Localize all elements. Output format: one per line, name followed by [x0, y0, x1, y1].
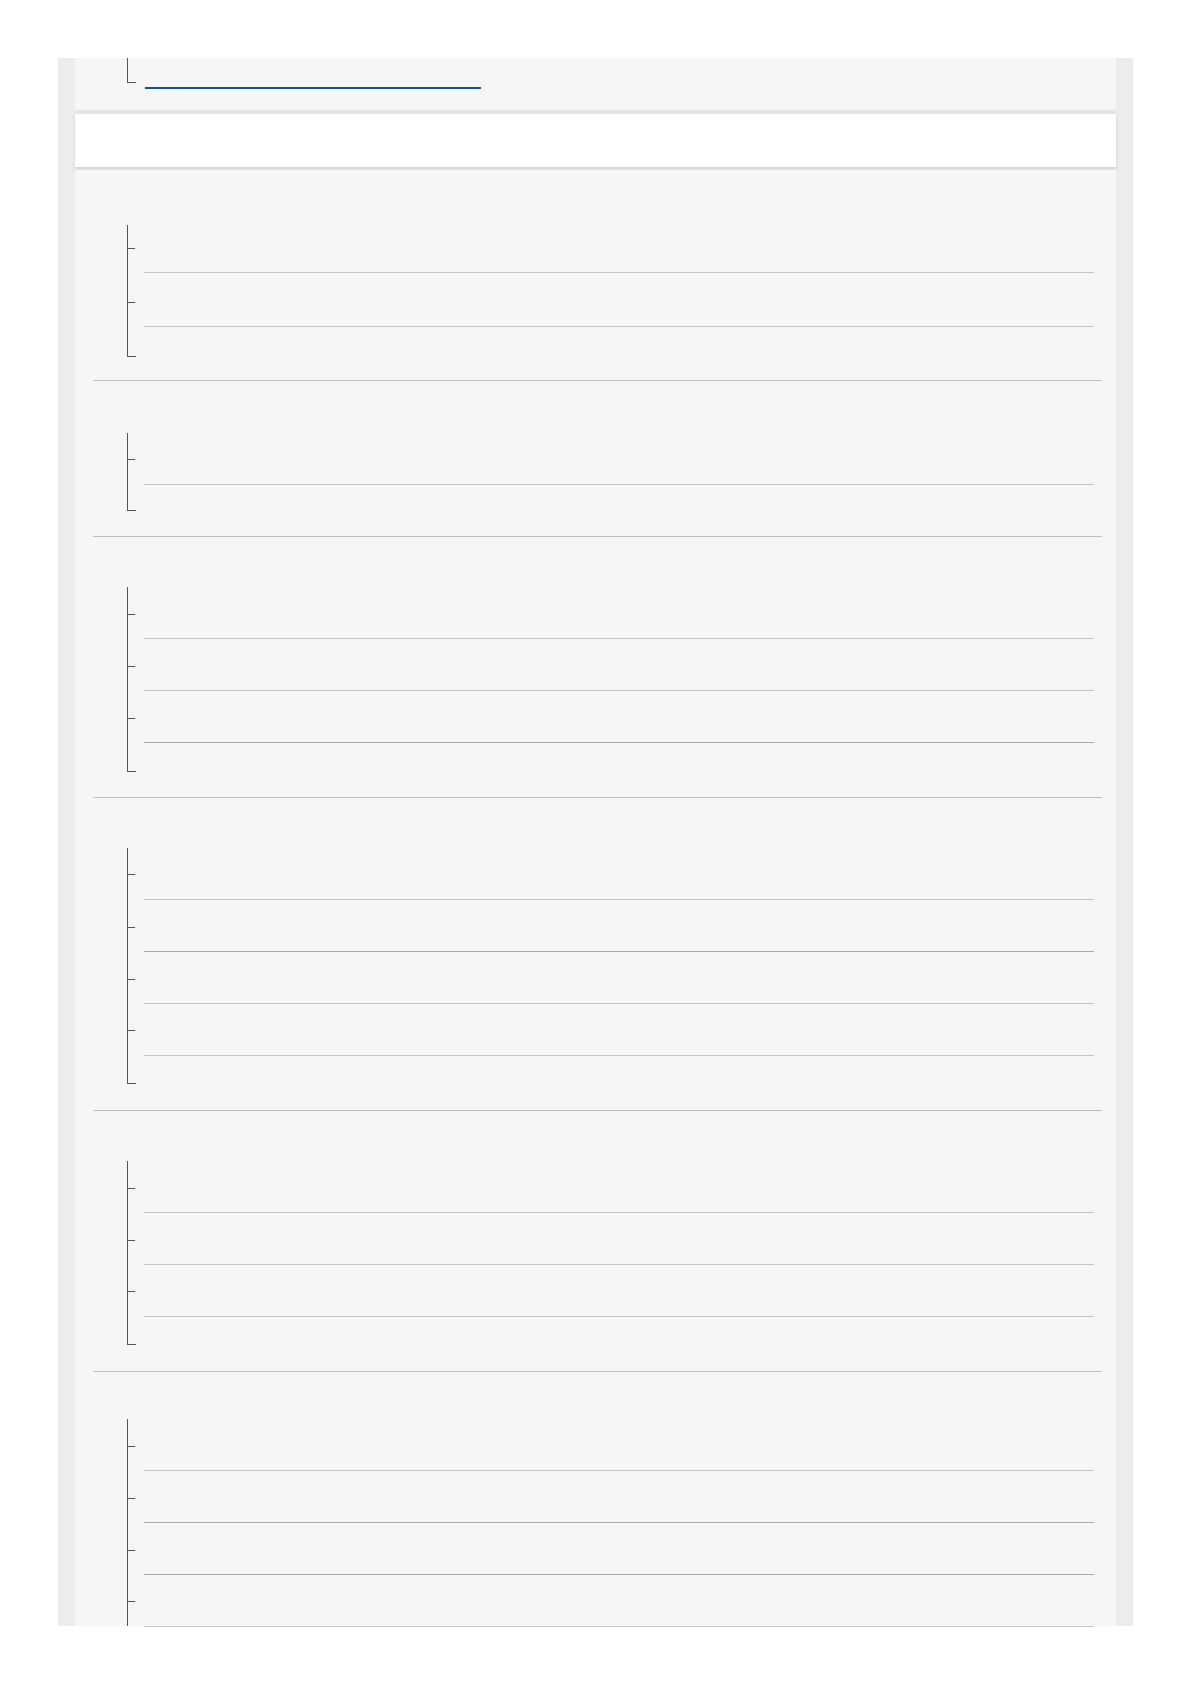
toc-item [127, 639, 1094, 691]
toc-group [93, 798, 1102, 1111]
tree-tick [127, 1188, 135, 1189]
previous-section-panel [75, 58, 1116, 114]
tree-tick [127, 614, 135, 615]
toc-item [127, 848, 1094, 900]
tree-tick [127, 1291, 135, 1292]
toc-group [93, 221, 1102, 381]
toc-group [93, 1372, 1102, 1626]
toc-item [127, 275, 1094, 327]
tree-corner [127, 1344, 136, 1345]
toc-item [127, 1317, 1094, 1369]
toc-item [127, 1265, 1094, 1317]
toc-item [127, 1004, 1094, 1056]
toc-item [127, 1523, 1094, 1575]
toc-item [127, 1056, 1094, 1108]
tree-tick [127, 718, 135, 719]
toc-item [127, 1161, 1094, 1213]
toc-group [93, 1111, 1102, 1372]
tree-corner [127, 82, 136, 83]
tree-tick [127, 302, 135, 303]
toc-item [127, 1213, 1094, 1265]
tree-corner [127, 1083, 136, 1084]
toc-item [127, 900, 1094, 952]
toc-item [127, 952, 1094, 1004]
toc-item [127, 587, 1094, 639]
toc-group [93, 537, 1102, 798]
toc-item [127, 691, 1094, 743]
tree-line [127, 58, 128, 82]
tree-tick [127, 979, 135, 980]
section-header [75, 114, 1116, 167]
toc-item [127, 327, 1094, 379]
tree-corner [127, 771, 136, 772]
toc-item [127, 483, 1094, 535]
row-separator [144, 272, 1094, 273]
toc-item [127, 1471, 1094, 1523]
tree-tick [127, 1498, 135, 1499]
toc-item [127, 1575, 1094, 1627]
tree-tick [127, 459, 135, 460]
tree-tick [127, 874, 135, 875]
tree-tick [127, 1446, 135, 1447]
tree-tick [127, 1601, 135, 1602]
tree-tick [127, 1030, 135, 1031]
toc-link[interactable] [145, 71, 481, 89]
row-separator [144, 1626, 1094, 1627]
tree-corner [127, 510, 136, 511]
toc-item [127, 1419, 1094, 1471]
toc-item [127, 743, 1094, 795]
toc-item [127, 433, 1094, 485]
toc-group [93, 381, 1102, 537]
tree-tick [127, 248, 135, 249]
tree-tick [127, 1550, 135, 1551]
tree-tick [127, 927, 135, 928]
toc-item [127, 221, 1094, 273]
tree-tick [127, 666, 135, 667]
tree-tick [127, 1240, 135, 1241]
tree-corner [127, 356, 136, 357]
